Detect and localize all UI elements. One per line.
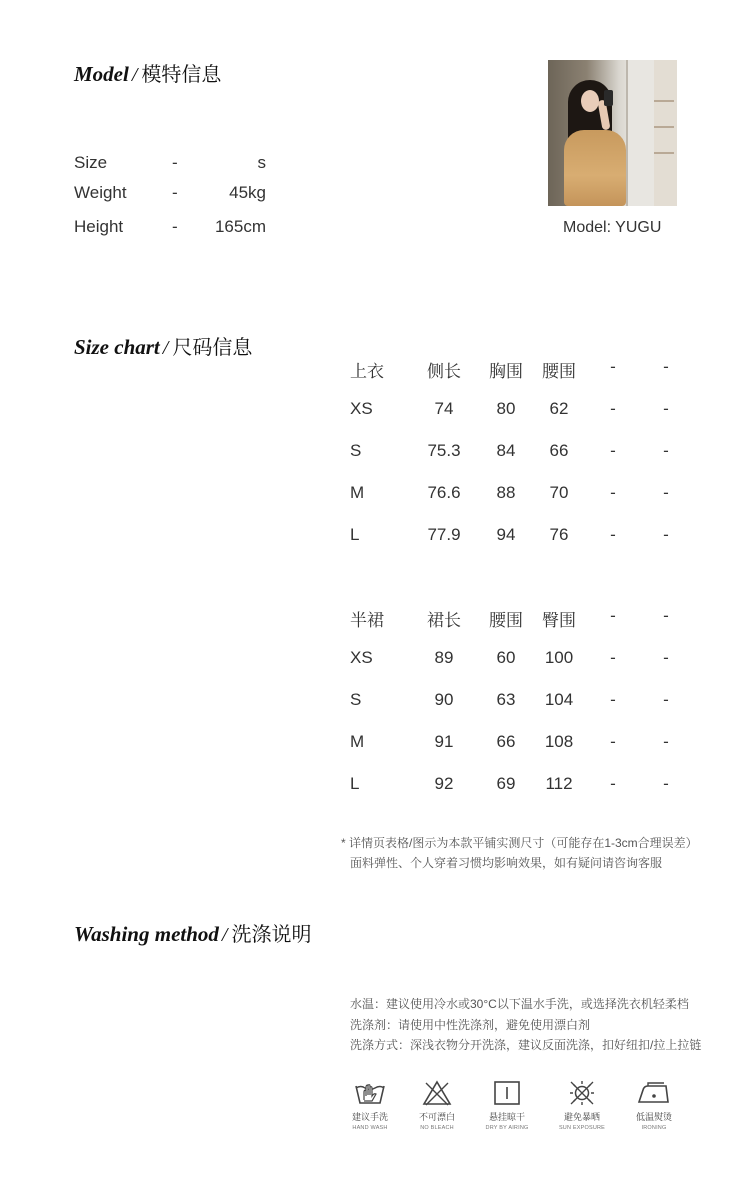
table-cell: - [610, 648, 616, 667]
care-label-cn: 避免暴晒 [563, 1112, 600, 1122]
table-cell: M [350, 483, 365, 502]
care-label-cn: 悬挂晾干 [488, 1112, 525, 1122]
table-cell: L [350, 525, 360, 544]
model-section-title [74, 58, 221, 87]
table-cell: 88 [496, 483, 516, 502]
model-value: 165cm [214, 217, 266, 236]
model-dash: - [172, 183, 178, 202]
model-row-size [74, 153, 274, 177]
table-cell: - [663, 648, 669, 667]
care-line-dry [467, 1080, 547, 1131]
table-cell: 66 [549, 441, 569, 460]
table-header-cell: 胸围 [489, 362, 523, 381]
care-label-en: SUN EXPOSURE [558, 1125, 606, 1131]
photo-phone [604, 90, 613, 106]
table-cell: - [610, 774, 616, 793]
care-label-cn: 不可漂白 [418, 1112, 455, 1122]
table-cell: 84 [496, 441, 516, 460]
model-value: 45kg [229, 183, 266, 202]
wash-line-detergent: 洗涤剂：请使用中性洗涤剂，避免使用漂白剂 [350, 1018, 591, 1032]
table-cell: 91 [434, 732, 454, 751]
table-cell: - [663, 441, 669, 460]
photo-door [626, 60, 654, 206]
table-cell: S [350, 441, 362, 460]
table-cell: S [350, 690, 362, 709]
model-value: s [257, 153, 266, 172]
care-no-sun [542, 1080, 622, 1131]
table-cell: 76.6 [427, 483, 461, 502]
table-cell: - [663, 525, 669, 544]
photo-face [581, 90, 599, 112]
table-cell: - [663, 399, 669, 418]
table-cell: 100 [544, 648, 574, 667]
care-no-bleach [397, 1080, 477, 1131]
photo-shelf [654, 152, 674, 154]
table-header-cell: - [663, 606, 669, 625]
table-cell: 89 [434, 648, 454, 667]
table-cell: 80 [496, 399, 516, 418]
no-bleach-icon [420, 1080, 454, 1106]
table-header-cell: 裙长 [427, 611, 461, 630]
table-cell: 104 [544, 690, 574, 709]
table-cell: 70 [549, 483, 569, 502]
photo-shelf [654, 126, 674, 128]
table-cell: - [663, 732, 669, 751]
table-header-cell: - [610, 357, 616, 376]
photo-wall [652, 60, 677, 206]
table-cell: 62 [549, 399, 569, 418]
model-title-en: Model [74, 62, 129, 86]
table-cell: 90 [434, 690, 454, 709]
model-row-weight [74, 183, 274, 207]
model-label: Size [74, 153, 108, 172]
care-label-cn: 低温熨烫 [635, 1112, 672, 1122]
care-label-cn: 建议手洗 [351, 1112, 388, 1122]
low-iron-icon [636, 1080, 672, 1106]
hand-wash-icon [353, 1080, 387, 1106]
table-header-cell: 腰围 [489, 611, 523, 630]
table-header-cell: 腰围 [542, 362, 576, 381]
table-cell: 75.3 [427, 441, 461, 460]
table-cell: - [610, 525, 616, 544]
no-sun-icon [565, 1080, 599, 1106]
table-cell: 108 [544, 732, 574, 751]
table-header-cell: 臀围 [542, 611, 576, 630]
table-cell: - [663, 774, 669, 793]
size-section-title [74, 331, 252, 360]
washing-title-en: Washing method [74, 922, 219, 946]
table-cell: 76 [549, 525, 569, 544]
table-header-cell: 上衣 [350, 362, 384, 381]
size-title-en: Size chart [74, 335, 160, 359]
table-cell: 77.9 [427, 525, 461, 544]
table-cell: - [610, 732, 616, 751]
size-note-line2: 面料弹性、个人穿着习惯均影响效果，如有疑问请咨询客服 [350, 856, 663, 870]
model-title-cn: 模特信息 [141, 64, 222, 86]
model-row-height [74, 217, 274, 241]
care-label-en: NO BLEACH [420, 1125, 454, 1131]
table-cell: - [610, 399, 616, 418]
care-label-en: DRY BY AIRING [485, 1125, 529, 1131]
title-separator: / [131, 64, 138, 86]
title-separator: / [162, 337, 169, 359]
table-cell: - [663, 690, 669, 709]
table-cell: - [610, 690, 616, 709]
size-title-cn: 尺码信息 [172, 337, 253, 359]
table-cell: - [663, 483, 669, 502]
photo-dress [564, 130, 626, 206]
line-dry-icon [490, 1080, 524, 1106]
size-note-line1: * 详情页表格/图示为本款平铺实测尺寸（可能存在1-3cm合理误差） [341, 836, 698, 850]
table-cell: - [610, 441, 616, 460]
care-label-en: IRONING [641, 1125, 667, 1131]
table-cell: 94 [496, 525, 516, 544]
photo-caption: Model: YUGU [563, 219, 662, 236]
table-header-cell: 侧长 [427, 362, 461, 381]
model-dash: - [172, 153, 178, 172]
washing-section-title [74, 918, 311, 947]
table-cell: - [610, 483, 616, 502]
table-cell: 69 [496, 774, 516, 793]
table-header-cell: 半裙 [350, 611, 384, 630]
washing-title-cn: 洗涤说明 [231, 924, 312, 946]
table-cell: L [350, 774, 360, 793]
model-label: Weight [74, 183, 127, 202]
wash-line-temperature: 水温：建议使用冷水或30°C以下温水手洗，或选择洗衣机轻柔档 [350, 997, 689, 1011]
care-label-en: HAND WASH [352, 1125, 388, 1131]
photo-shelf [654, 100, 674, 102]
table-cell: 74 [434, 399, 454, 418]
table-cell: XS [350, 399, 373, 418]
table-cell: 63 [496, 690, 516, 709]
wash-line-method: 洗涤方式：深浅衣物分开洗涤，建议反面洗涤，扣好纽扣/拉上拉链 [350, 1038, 702, 1052]
model-label: Height [74, 217, 124, 236]
title-separator: / [221, 924, 228, 946]
table-header-cell: - [663, 357, 669, 376]
care-low-iron [614, 1080, 694, 1131]
table-cell: M [350, 732, 365, 751]
table-header-cell: - [610, 606, 616, 625]
table-cell: 66 [496, 732, 516, 751]
table-cell: 92 [434, 774, 454, 793]
model-photo [548, 60, 677, 206]
table-cell: 112 [545, 774, 573, 793]
table-cell: 60 [496, 648, 516, 667]
model-dash: - [172, 217, 178, 236]
table-cell: XS [350, 648, 373, 667]
